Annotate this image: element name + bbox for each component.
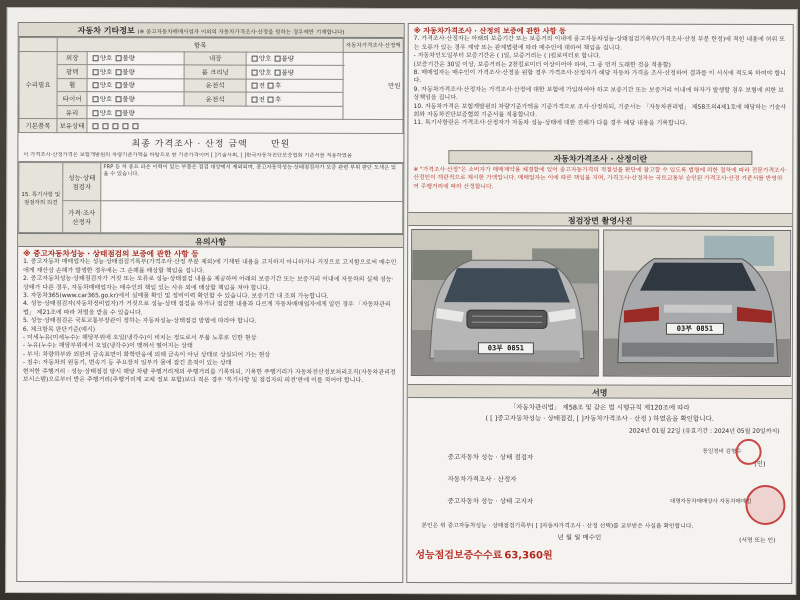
checkbox-icon <box>133 123 139 129</box>
checkbox-icon <box>274 56 280 62</box>
row-opt-c <box>246 79 343 93</box>
checkbox-icon <box>103 123 109 129</box>
note-item: 2. 중고자동차성능·상태점검자가 거짓 또는 오류로 성능·상태점검 내용을 제공하여 아래의 보증기간 또는 보증거리 이내에 자동차의 실제 성능·상태가 다른 경우, 자동차매매업자는 매수인의 책임 있는 사유 외에 배상할 책임을 져야 합니다. <box>23 275 394 292</box>
photos-area <box>411 229 789 380</box>
front-car-photo <box>411 229 599 376</box>
warranty-title: ※ 중고자동차성능 · 상태점검의 보증에 관한 사항 등 <box>23 249 199 259</box>
final-price-label: 최종 가격조사 · 산정 금액 <box>131 139 248 150</box>
row-opt-a <box>87 51 184 65</box>
row-opt-a <box>87 92 184 106</box>
note-item: - 미세누유(미세누수): 해당부위에 오일(냉각수)이 비치는 정도로서 부품 노후로 인한 현상 <box>22 334 257 342</box>
inspector-label: 중고자동차 성능 · 상태 점검자 <box>447 453 534 462</box>
notifier-value: 대명자동차매매상사 자동차매매업 <box>670 498 752 505</box>
fee-label: 성능점검보증수수료 <box>415 550 503 562</box>
checkbox-icon <box>274 70 280 76</box>
row-opt-b-label: 불량 <box>122 108 135 117</box>
row-cat-2: 룸 크리닝 <box>184 65 246 79</box>
row-opt-b-label: 불량 <box>122 95 135 104</box>
final-price-unit: 만원 <box>270 139 291 150</box>
won-cell <box>343 52 403 120</box>
row-opt-a <box>87 65 184 79</box>
appraiser-label: 자동차가격조사 · 산정자 <box>447 475 517 484</box>
note-item: 1. 중고자동차 매매업자는 성능·상태점검기록부(가격조사·산정 부분 제외)에 기재된 내용을 고지하지 아니하거나 거짓으로 고지함으로써 매수인에게 재산상 손해가 발생한 경우에는 그 손해를 배상할 책임을 집니다. <box>23 258 397 275</box>
warranty-item: 8. 매매업자는 매수인이 가격조사·산정을 원할 경우 가격조사·산정자가 해당 자동차 가격을 조사·산정하여 결과를 이 서식에 적도록 하여야 합니다. <box>413 69 786 85</box>
row-opt-a <box>87 105 343 119</box>
row-opt-a-label: 양호 <box>99 68 113 77</box>
special-appraiser-text <box>101 201 403 234</box>
corner-cell <box>19 37 57 51</box>
note-item: 4. 성능·상태점검자(자동차정비업자)가 거짓으로 성능·상태 점검을 하거나 점검한 내용과 다르게 자동차매매업자에게 알린 경우 「자동차관리법」 제21조에 따라 처벌을 받을 수 있습니다. <box>22 300 391 317</box>
basic-info-note: (※ 중고자동차매매사업자 이외의 자동차가격조사·산정을 원하는 경우에만 기재합니다) <box>137 29 345 36</box>
warranty-item: 7. 가격조사·산정자는 아래의 보증기간 또는 보증거리 이내에 중고자동차성능·상태점검기록부(가격조사·산정 부분 한정)에 적힌 내용에 허위 또는 오류가 있는 경우 계약 또는 관계법령에 따라 매수인에 대하여 책임을 집니다. <box>413 35 785 52</box>
checkbox-icon <box>115 56 121 62</box>
warranty-item: 10. 자동차가격은 보험개발원의 차량기준가액을 기준가격으로 조사·산정하되, 기준서는 「자동차관리법」 제58조의4제1호에 해당하는 기술사회와 자동차진단보증협회 기준서를 적용합니다. <box>413 102 787 119</box>
fee-value: 63,360원 <box>504 550 553 562</box>
note-item: - 침수: 자동차의 원동기, 변속기 등 주요장치 일부가 물에 잠긴 흔적이 있는 상태 <box>22 359 232 367</box>
row-cat: 광택 <box>57 65 87 79</box>
sign-header: 서명 <box>408 384 792 399</box>
checkbox-icon <box>93 110 99 116</box>
row-opt-c <box>246 52 343 66</box>
price-box-title: 자동차가격조사 · 산정이란 <box>448 150 752 165</box>
company-seal-icon <box>745 485 785 525</box>
row-cat: 휠 <box>57 78 87 92</box>
final-price-row <box>18 133 403 153</box>
fee-row <box>415 546 552 561</box>
row-opt-a-label: 양호 <box>99 54 113 63</box>
confirm-date: 년 월 일 매수인 <box>557 533 602 542</box>
basic-info-header <box>19 23 404 38</box>
confirm-text: 본인은 위 중고자동차성능 · 상태점검기록부( [ ]자동차가격조사 · 산정 선택)를 교부받은 사실을 확인합니다. <box>421 523 694 530</box>
basic-info-title: 자동차 기타정보 <box>77 26 135 36</box>
special-text: FRP 등 차 중요 파손 이력이 있는 부품은 점검 대상에서 제외되며, 중고자동차성능·상태점검자가 보증 관련 부위 판단 도색은 있을 수 있습니다. <box>101 163 403 202</box>
checkbox-icon <box>93 83 99 89</box>
note-item: - 부식: 차량하부와 외판의 금속표면이 화학반응에 의해 금속이 아닌 상태로 상실되어 가는 현상 <box>22 350 271 359</box>
inspection-document <box>5 7 798 595</box>
price-box-text: ※ "가격조사·산정"은 소비자가 매매계약을 체결함에 있어 중고자동가격의 적절성을 판단에 참고할 수 있도록 법령에 의한 절차에 따라 전문가격조사·산정인이 객관적으로 제시한 가액입니다. 매매업자는 이에 따른 책임을 지며, 가격조사·산정자는 국토교통부 승인된 가격조사·산정 기준서를 반영하여 주행거리에 따라 산정합니다. <box>413 167 788 191</box>
row-opt-a-label: 양호 <box>99 108 113 117</box>
repair-table <box>18 37 403 134</box>
checkbox-icon <box>252 83 258 89</box>
note-item: 5. 성능·상태점검은 국토교통부장관이 정하는 자동차성능·상태점검 방법에 따라야 합니다. <box>22 317 257 325</box>
checkbox-icon <box>268 83 274 89</box>
signature-section <box>407 402 791 561</box>
row-opt-d-label: 양호 <box>258 68 272 77</box>
special-sub-inspector: 성능·상태 점검자 <box>63 163 101 201</box>
checkbox-icon <box>115 69 121 75</box>
repair-label: 수리필요 <box>19 51 57 119</box>
checkbox-icon <box>252 56 258 62</box>
won-label: 만원 <box>387 82 401 91</box>
price-header: 자동차가격조사·산정액 <box>343 38 403 52</box>
checkbox-icon <box>115 110 121 116</box>
row-opt-c <box>246 92 343 106</box>
row-opt-a-label: 양호 <box>99 81 113 90</box>
note-item: 현저한 주행거리 · 성능·상태점검 당시 해당 차량 주행거리계의 주행거리를 기록하되, 기록한 주행거리가 자동차전산정보처리조직(자동차관리정보시스템)으로부터 받은 주행거리(주행거리계 교체 정보 포함)보다 적은 경우 '특기사항 및 점검자의 의견'란에 이를 적어야 합니다. <box>22 367 396 384</box>
row-cat-2: 운전석 <box>184 79 246 93</box>
confirm-sign: (서명 또는 인) <box>739 537 776 544</box>
inspector-seal: (인) <box>754 459 766 468</box>
checkbox-icon <box>268 97 274 103</box>
price-warranty-block <box>408 24 792 151</box>
notice-header: 유의사항 <box>18 233 403 248</box>
row-opt-e-label: 후 <box>275 95 282 104</box>
row-cat-2: 내장 <box>184 51 246 65</box>
right-column <box>406 23 793 584</box>
special-notes-table <box>18 162 403 234</box>
row-opt-d-label: 양호 <box>258 54 272 64</box>
row-cat: 유리 <box>57 105 87 119</box>
row-opt-c <box>246 65 343 79</box>
note-item: 3. 자동차365(www.car365.go.kr)에서 실매물 확인 및 정비이력 확인할 수 있습니다. 보증기간 내 조회 가능합니다. <box>23 292 329 300</box>
checkbox-icon <box>93 56 99 62</box>
basic-items-value: 보유상태 <box>57 119 87 133</box>
left-column <box>16 22 404 583</box>
warranty-item: (보증기간은 30일 이상, 보증거리는 2천킬로미터 이상이어야 하며, 그 중 먼저 도래한 것을 적용함) <box>413 60 671 69</box>
row-cat: 외장 <box>57 51 87 65</box>
row-cat: 타이어 <box>57 92 87 106</box>
front-plate: 03부 0851 <box>478 342 534 354</box>
checkbox-icon <box>93 69 99 75</box>
rear-car-image <box>604 231 791 377</box>
row-opt-a <box>87 78 184 92</box>
sign-line-1: 「자동차관리법」 제58조 및 같은 법 시행규칙 제120조에 따라 <box>509 403 690 412</box>
rear-car-photo <box>603 230 791 377</box>
special-label: 15. 특기사항 및 점검자의 의견 <box>19 162 63 232</box>
notifier-label: 중고자동차 성능 · 상태 고지자 <box>447 497 534 506</box>
item-header: 항목 <box>57 38 343 52</box>
checkbox-icon <box>252 97 258 103</box>
row-opt-d-label: 전 <box>258 82 266 91</box>
basic-items-label: 기본품목 <box>19 119 57 133</box>
inspector-value: 동일정비 김형수 <box>702 448 742 455</box>
row-cat-2: 운전석 <box>184 92 246 106</box>
sign-line-2: ( [ ]중고자동차성능 · 상태점검, [ ]자동차가격조사 · 산정 ) 하였음을 확인합니다. <box>485 414 714 423</box>
sign-date-range: 2024년 01월 22일 (유효기간 : 2024년 05월 20일까지) <box>628 427 780 435</box>
warranty-block <box>18 247 403 388</box>
rear-plate: 03부 0851 <box>666 323 724 335</box>
final-price-block <box>18 133 403 163</box>
warranty-item: - 자동차인도일부터 보증기간은 ( )일, 보증거리는 ( )킬로미터로 합니다. <box>413 52 601 60</box>
photos-header: 점검장면 촬영사진 <box>408 212 792 227</box>
checkbox-icon <box>113 123 119 129</box>
warranty-item: 9. 자동차가격조사·산정자는 가격조사·산정에 대한 보험에 가입하여야 하고 보증기간 또는 보증거리 이내에 하자가 발생할 경우 보험에 의한 보상책임을 집니다. <box>413 85 784 102</box>
checkbox-icon <box>115 83 121 89</box>
row-opt-e-label: 후 <box>275 82 282 91</box>
note-item: - 누유(누수): 해당부위에서 오일(냉각수)이 맺혀서 떨어지는 상태 <box>22 342 193 350</box>
row-opt-b-label: 불량 <box>122 81 135 90</box>
checkbox-icon <box>115 96 121 102</box>
checkbox-icon <box>93 96 99 102</box>
row-opt-b-label: 불량 <box>122 54 135 63</box>
note-item: 6. 체크항목 판단기준(예시) <box>22 325 96 333</box>
final-price-note: 이 가격조사·산정가격은 보험개발원의 차량기준가액을 바탕으로 한 기준가격이며 [ ]기술사회, [ ]한국자동차진단보증협회 기준서를 적용하였음 <box>23 152 353 159</box>
checkbox-icon <box>123 123 129 129</box>
row-opt-b-label: 불량 <box>122 68 135 77</box>
row-opt-e-label: 불량 <box>281 68 294 77</box>
price-warranty-header: ※ 자동차가격조사 · 산정의 보증에 관한 사항 등 <box>413 26 566 36</box>
front-car-image <box>412 230 599 376</box>
checkbox-icon <box>93 123 99 129</box>
checkbox-icon <box>252 70 258 76</box>
row-opt-e-label: 불량 <box>281 55 294 64</box>
warranty-item: 11. 특기사항란은 가격조사·산정자가 자동차 성능·상태에 대한 견해가 다를 경우 해당 내용을 기록합니다. <box>413 119 688 128</box>
seal-stamp-icon <box>736 439 762 465</box>
special-sub-appraiser: 가격·조사 산정자 <box>63 201 101 233</box>
basic-items-checks <box>87 119 403 133</box>
row-opt-d-label: 전 <box>258 95 266 104</box>
row-opt-a-label: 양호 <box>99 95 113 104</box>
